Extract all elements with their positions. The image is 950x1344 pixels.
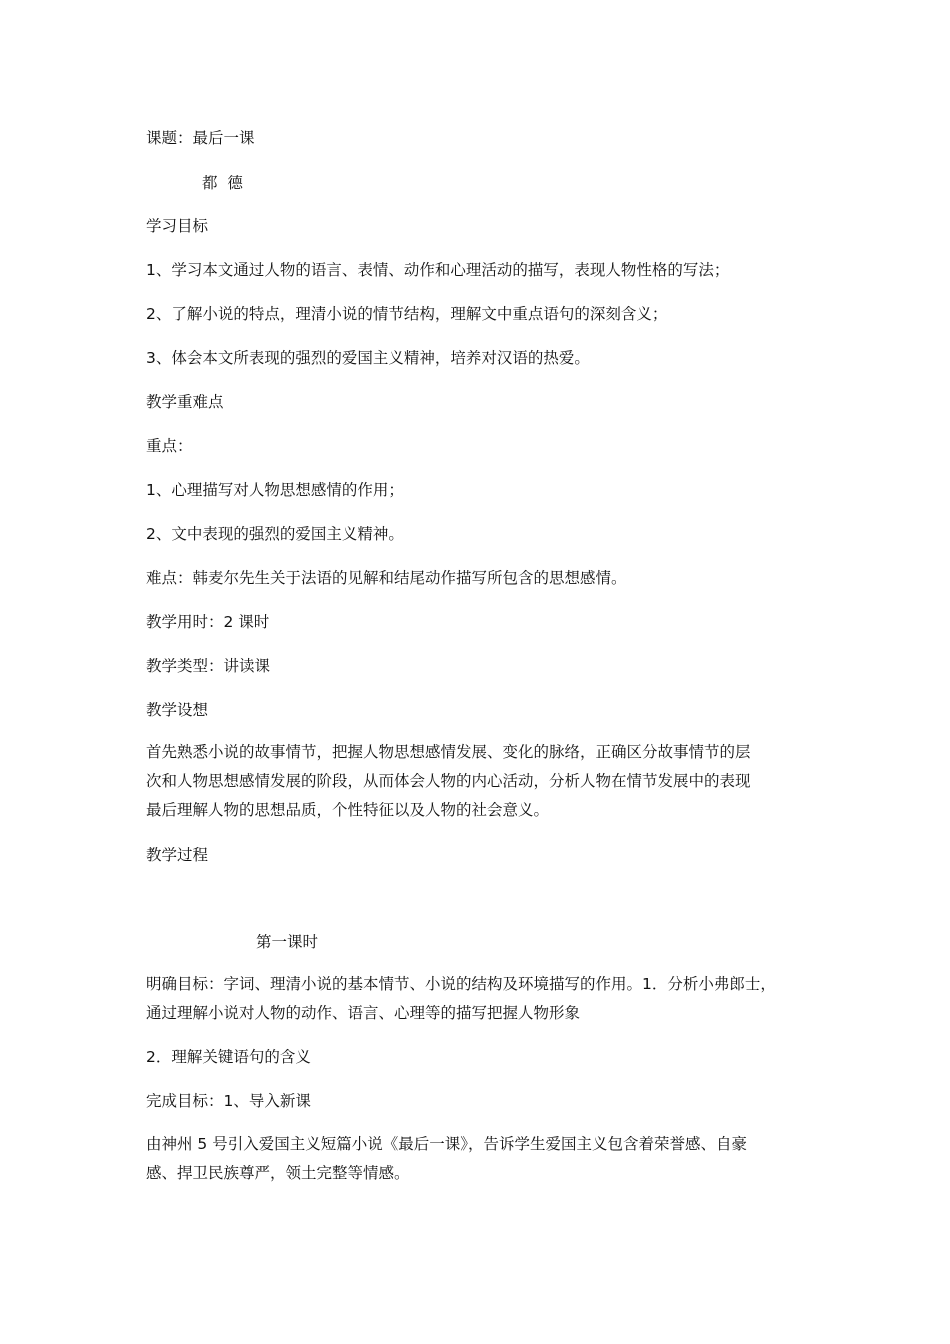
design-line: 最后理解人物的思想品质，个性特征以及人物的社会意义。 <box>146 801 550 819</box>
design-line: 次和人物思想感情发展的阶段，从而体会人物的内心活动，分析人物在情节发展中的表现 <box>146 772 751 790</box>
objective-item: 2、了解小说的特点，理清小说的情节结构，理解文中重点语句的深刻含义； <box>146 305 668 323</box>
key-points-heading: 教学重难点 <box>146 393 224 411</box>
design-heading: 教学设想 <box>146 701 209 719</box>
complete-goal: 完成目标：1、导入新课 <box>146 1092 311 1110</box>
teaching-type: 教学类型：讲读课 <box>146 657 271 675</box>
design-line: 首先熟悉小说的故事情节，把握人物思想感情发展、变化的脉络，正确区分故事情节的层 <box>146 743 751 761</box>
objective-item: 1、学习本文通过人物的语言、表情、动作和心理活动的描写，表现人物性格的写法； <box>146 261 730 279</box>
process-heading: 教学过程 <box>146 846 209 864</box>
goal-line: 通过理解小说对人物的动作、语言、心理等的描写把握人物形象 <box>146 1004 581 1022</box>
author: 都 德 <box>202 174 243 192</box>
focus-item: 2、文中表现的强烈的爱国主义精神。 <box>146 525 404 543</box>
lesson1-heading: 第一课时 <box>256 933 319 951</box>
goal-line: 明确目标：字词、理清小说的基本情节、小说的结构及环境描写的作用。1．分析小弗郎士， <box>146 975 776 993</box>
intro-line: 感、捍卫民族尊严，领土完整等情感。 <box>146 1164 410 1182</box>
intro-line: 由神州 5 号引入爱国主义短篇小说《最后一课》，告诉学生爱国主义包含着荣誉感、自豪 <box>146 1135 747 1153</box>
teaching-time: 教学用时：2 课时 <box>146 613 270 631</box>
objectives-heading: 学习目标 <box>146 217 209 235</box>
design-paragraph <box>146 738 826 825</box>
intro-paragraph <box>146 1130 826 1188</box>
lesson1-goal-paragraph <box>146 970 826 1028</box>
goal-2: 2．理解关键语句的含义 <box>146 1048 311 1066</box>
focus-label: 重点： <box>146 437 193 455</box>
difficulty-text: 难点：韩麦尔先生关于法语的见解和结尾动作描写所包含的思想感情。 <box>146 569 627 587</box>
lesson-title: 课题：最后一课 <box>146 129 255 147</box>
objective-item: 3、体会本文所表现的强烈的爱国主义精神，培养对汉语的热爱。 <box>146 349 590 367</box>
focus-item: 1、心理描写对人物思想感情的作用； <box>146 481 404 499</box>
